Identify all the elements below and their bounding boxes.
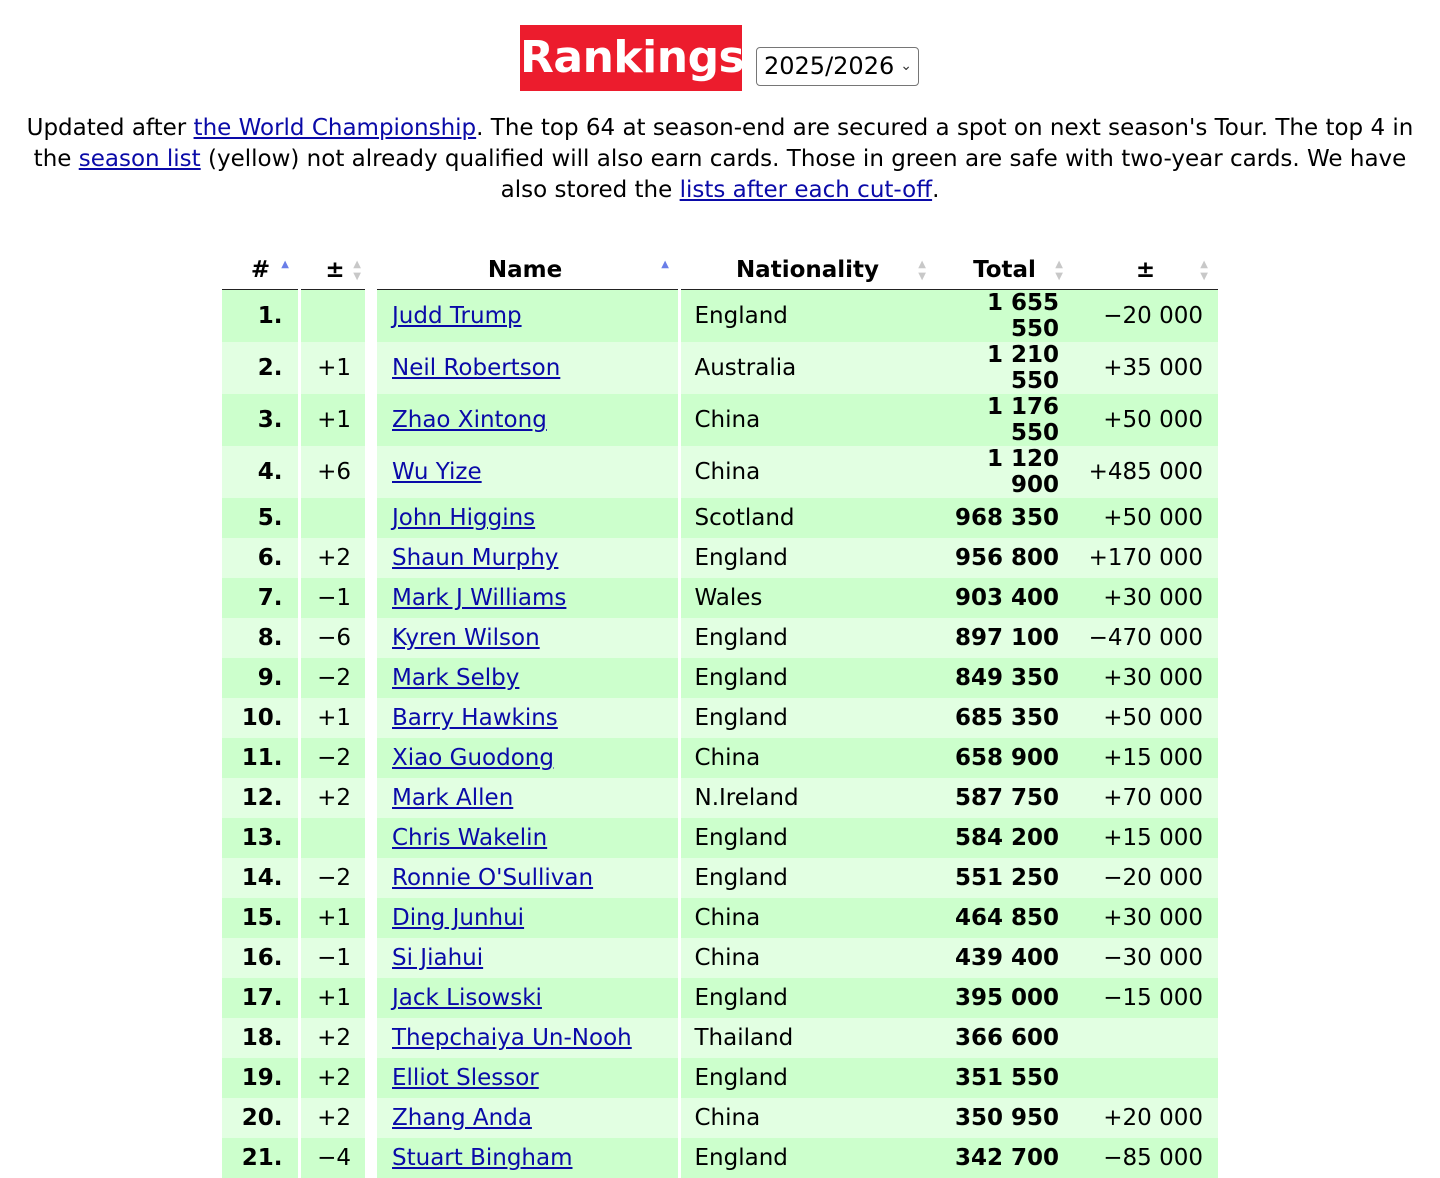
player-name-cell <box>371 938 679 978</box>
rank-position: 1. <box>222 290 299 343</box>
chevron-down-icon: ⌄ <box>900 48 912 85</box>
column-header-label: Nationality <box>736 257 879 283</box>
rank-position: 11. <box>222 738 299 778</box>
player-name-cell <box>371 538 679 578</box>
player-nationality: England <box>679 1138 936 1178</box>
rank-position: 16. <box>222 938 299 978</box>
player-nationality: Scotland <box>679 498 936 538</box>
table-row <box>222 858 1218 898</box>
rank-change: +2 <box>299 1018 371 1058</box>
table-row <box>222 498 1218 538</box>
player-nationality: China <box>679 446 936 498</box>
player-nationality: England <box>679 698 936 738</box>
player-total: 685 350 <box>936 698 1073 738</box>
points-change: +30 000 <box>1073 658 1218 698</box>
player-link[interactable]: Chris Wakelin <box>392 825 547 851</box>
column-header-change[interactable] <box>299 251 371 290</box>
player-nationality: China <box>679 898 936 938</box>
rank-change: +2 <box>299 778 371 818</box>
rank-change: +1 <box>299 978 371 1018</box>
player-total: 897 100 <box>936 618 1073 658</box>
player-link[interactable]: Shaun Murphy <box>392 545 558 571</box>
player-nationality: England <box>679 290 936 343</box>
player-link[interactable]: Barry Hawkins <box>392 705 558 731</box>
points-change: −85 000 <box>1073 1138 1218 1178</box>
table-row <box>222 738 1218 778</box>
player-name-cell <box>371 1018 679 1058</box>
column-header-points-change[interactable] <box>1073 251 1218 290</box>
player-name-cell <box>371 498 679 538</box>
player-name-cell <box>371 658 679 698</box>
points-change: −15 000 <box>1073 978 1218 1018</box>
player-nationality: China <box>679 938 936 978</box>
rank-change: +6 <box>299 446 371 498</box>
player-link[interactable]: Neil Robertson <box>392 355 560 381</box>
points-change: +20 000 <box>1073 1098 1218 1138</box>
rankings-table-body <box>222 290 1218 1178</box>
season-select-value: 2025/2026 <box>764 52 894 80</box>
rank-change <box>299 290 371 343</box>
player-nationality: England <box>679 858 936 898</box>
player-name-cell <box>371 1098 679 1138</box>
table-header-row <box>222 251 1218 290</box>
rank-position: 19. <box>222 1058 299 1098</box>
player-link[interactable]: Thepchaiya Un-Nooh <box>392 1025 632 1051</box>
points-change: +170 000 <box>1073 538 1218 578</box>
player-nationality: China <box>679 1098 936 1138</box>
intro-text-part: . <box>932 177 939 203</box>
player-nationality: Wales <box>679 578 936 618</box>
table-row <box>222 978 1218 1018</box>
player-name-cell <box>371 858 679 898</box>
table-row <box>222 1018 1218 1058</box>
table-row <box>222 818 1218 858</box>
player-nationality: China <box>679 738 936 778</box>
rank-position: 3. <box>222 394 299 446</box>
column-header-total[interactable] <box>936 251 1073 290</box>
player-link[interactable]: Stuart Bingham <box>392 1145 573 1171</box>
points-change: +485 000 <box>1073 446 1218 498</box>
column-header-nationality[interactable] <box>679 251 936 290</box>
player-link[interactable]: Elliot Slessor <box>392 1065 539 1091</box>
player-link[interactable]: John Higgins <box>392 505 535 531</box>
table-row <box>222 618 1218 658</box>
column-header-position[interactable] <box>222 251 299 290</box>
column-header-label: ± <box>325 257 344 283</box>
player-link[interactable]: Ding Junhui <box>392 905 524 931</box>
player-total: 366 600 <box>936 1018 1073 1058</box>
table-row <box>222 938 1218 978</box>
world-championship-link[interactable]: the World Championship <box>194 115 477 141</box>
player-name-cell <box>371 778 679 818</box>
player-name-cell <box>371 1058 679 1098</box>
player-name-cell <box>371 446 679 498</box>
rank-change: −2 <box>299 858 371 898</box>
rank-change <box>299 818 371 858</box>
player-nationality: England <box>679 538 936 578</box>
rank-change: +1 <box>299 342 371 394</box>
table-row <box>222 342 1218 394</box>
rank-change <box>299 498 371 538</box>
column-header-name[interactable] <box>371 251 679 290</box>
player-link[interactable]: Si Jiahui <box>392 945 483 971</box>
points-change: +30 000 <box>1073 898 1218 938</box>
rank-position: 7. <box>222 578 299 618</box>
player-total: 350 950 <box>936 1098 1073 1138</box>
sort-icon: ▲ ▼ <box>1055 260 1063 282</box>
points-change: −30 000 <box>1073 938 1218 978</box>
points-change: +50 000 <box>1073 498 1218 538</box>
player-link[interactable]: Wu Yize <box>392 459 482 485</box>
points-change: +30 000 <box>1073 578 1218 618</box>
column-header-label: # <box>251 257 270 283</box>
table-row <box>222 446 1218 498</box>
intro-text-part: . The top 64 at season-end are secured a spot on next season's Tour. The top 4 in the <box>34 115 1414 172</box>
sort-icon: ▲ <box>661 260 669 270</box>
player-total: 464 850 <box>936 898 1073 938</box>
player-total: 968 350 <box>936 498 1073 538</box>
player-nationality: England <box>679 658 936 698</box>
player-link[interactable]: Kyren Wilson <box>392 625 540 651</box>
points-change: +70 000 <box>1073 778 1218 818</box>
player-nationality: England <box>679 978 936 1018</box>
points-change: +50 000 <box>1073 698 1218 738</box>
rank-position: 18. <box>222 1018 299 1058</box>
intro-text-part: Updated after <box>27 115 194 141</box>
sort-icon: ▲ ▼ <box>353 260 361 282</box>
rank-change: −2 <box>299 658 371 698</box>
player-name-cell <box>371 898 679 938</box>
player-total: 903 400 <box>936 578 1073 618</box>
rank-change: +2 <box>299 1058 371 1098</box>
rank-position: 20. <box>222 1098 299 1138</box>
points-change: +50 000 <box>1073 394 1218 446</box>
player-total: 351 550 <box>936 1058 1073 1098</box>
player-total: 439 400 <box>936 938 1073 978</box>
player-total: 1 655 550 <box>936 290 1073 343</box>
player-name-cell <box>371 978 679 1018</box>
player-link[interactable]: Xiao Guodong <box>392 745 554 771</box>
rank-change: −4 <box>299 1138 371 1178</box>
rank-change: −1 <box>299 578 371 618</box>
player-total: 849 350 <box>936 658 1073 698</box>
player-nationality: England <box>679 1058 936 1098</box>
points-change: −20 000 <box>1073 290 1218 343</box>
rank-position: 6. <box>222 538 299 578</box>
rank-change: +1 <box>299 898 371 938</box>
points-change: +15 000 <box>1073 738 1218 778</box>
points-change: −470 000 <box>1073 618 1218 658</box>
rank-position: 2. <box>222 342 299 394</box>
points-change <box>1073 1018 1218 1058</box>
player-link[interactable]: Judd Trump <box>392 303 522 329</box>
season-list-link[interactable]: season list <box>79 146 201 172</box>
points-change: +35 000 <box>1073 342 1218 394</box>
column-header-label: ± <box>1136 257 1155 283</box>
rank-position: 13. <box>222 818 299 858</box>
player-link[interactable]: Zhao Xintong <box>392 407 547 433</box>
table-row <box>222 538 1218 578</box>
player-name-cell <box>371 578 679 618</box>
table-row <box>222 1098 1218 1138</box>
rank-change: +1 <box>299 698 371 738</box>
sort-icon: ▲ ▼ <box>918 260 926 282</box>
player-nationality: Australia <box>679 342 936 394</box>
player-link[interactable]: Mark Selby <box>392 665 519 691</box>
rank-position: 10. <box>222 698 299 738</box>
points-change: +15 000 <box>1073 818 1218 858</box>
table-row <box>222 898 1218 938</box>
player-name-cell <box>371 738 679 778</box>
page-header <box>0 0 1440 100</box>
rank-change: +2 <box>299 538 371 578</box>
rank-position: 17. <box>222 978 299 1018</box>
column-header-label: Name <box>488 257 562 283</box>
player-total: 587 750 <box>936 778 1073 818</box>
rankings-logo[interactable]: Rankings <box>520 25 742 91</box>
player-link[interactable]: Mark Allen <box>392 785 513 811</box>
player-link[interactable]: Zhang Anda <box>392 1105 532 1131</box>
player-name-cell <box>371 818 679 858</box>
player-total: 342 700 <box>936 1138 1073 1178</box>
table-row <box>222 698 1218 738</box>
player-nationality: England <box>679 818 936 858</box>
table-row <box>222 578 1218 618</box>
player-total: 1 210 550 <box>936 342 1073 394</box>
rank-position: 9. <box>222 658 299 698</box>
player-nationality: China <box>679 394 936 446</box>
player-nationality: England <box>679 618 936 658</box>
cut-off-lists-link[interactable]: lists after each cut-off <box>680 177 932 203</box>
intro-text-part: (yellow) not already qualified will also earn cards. Those in green are safe with two-year cards. We have also stored the <box>201 146 1407 203</box>
player-total: 956 800 <box>936 538 1073 578</box>
column-header-label: Total <box>973 257 1036 283</box>
player-name-cell <box>371 618 679 658</box>
table-row <box>222 778 1218 818</box>
player-name-cell <box>371 698 679 738</box>
player-total: 551 250 <box>936 858 1073 898</box>
player-name-cell <box>371 290 679 343</box>
rank-change: −1 <box>299 938 371 978</box>
rank-position: 4. <box>222 446 299 498</box>
rank-position: 15. <box>222 898 299 938</box>
rank-change: −2 <box>299 738 371 778</box>
player-total: 658 900 <box>936 738 1073 778</box>
points-change <box>1073 1058 1218 1098</box>
rank-position: 21. <box>222 1138 299 1178</box>
sort-icon: ▲ ▼ <box>1200 260 1208 282</box>
rank-position: 14. <box>222 858 299 898</box>
rank-change: +2 <box>299 1098 371 1138</box>
sort-icon: ▲ <box>281 260 289 270</box>
player-total: 1 120 900 <box>936 446 1073 498</box>
rank-position: 5. <box>222 498 299 538</box>
player-link[interactable]: Ronnie O'Sullivan <box>392 865 593 891</box>
season-select[interactable] <box>756 47 919 86</box>
table-row <box>222 1058 1218 1098</box>
table-row <box>222 394 1218 446</box>
player-total: 395 000 <box>936 978 1073 1018</box>
rank-position: 12. <box>222 778 299 818</box>
table-row <box>222 1138 1218 1178</box>
player-link[interactable]: Mark J Williams <box>392 585 566 611</box>
intro-text <box>10 113 1430 206</box>
player-nationality: Thailand <box>679 1018 936 1058</box>
rankings-table <box>222 251 1218 1178</box>
player-nationality: N.Ireland <box>679 778 936 818</box>
player-name-cell <box>371 342 679 394</box>
player-name-cell <box>371 1138 679 1178</box>
rank-change: −6 <box>299 618 371 658</box>
table-row <box>222 290 1218 343</box>
rank-change: +1 <box>299 394 371 446</box>
player-total: 1 176 550 <box>936 394 1073 446</box>
player-total: 584 200 <box>936 818 1073 858</box>
player-name-cell <box>371 394 679 446</box>
points-change: −20 000 <box>1073 858 1218 898</box>
table-row <box>222 658 1218 698</box>
player-link[interactable]: Jack Lisowski <box>392 985 542 1011</box>
rank-position: 8. <box>222 618 299 658</box>
